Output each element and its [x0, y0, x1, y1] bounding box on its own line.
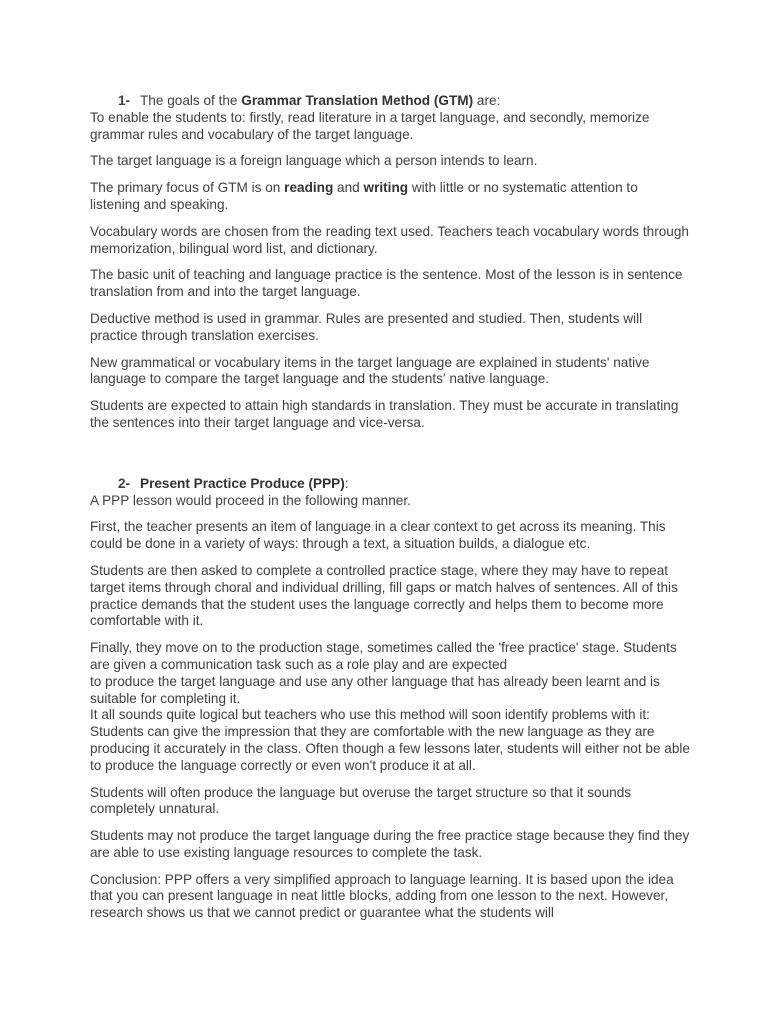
section-2-heading [90, 476, 690, 493]
paragraph-target-language: The target language is a foreign language which a person intends to learn. [90, 153, 538, 169]
paragraph-standards: Students are expected to attain high standards in translation. They must be accurate in translating the sentences into their target language and vice-versa. [90, 398, 679, 430]
paragraph-then: Students are then asked to complete a controlled practice stage, where they may have to repeat target items through choral and individual drilling, fill gaps or match halves of sentences. All of this practice demands that the student uses the language correctly and helps them to become more comfortable with it. [90, 562, 678, 629]
focus-writing: writing [363, 180, 409, 196]
document-body [90, 93, 690, 932]
paragraph-finally-1: Finally, they move on to the production stage, sometimes called the 'free practice' stage. Students are given a communication task such as a role play and are expected [90, 640, 677, 672]
paragraph-vocabulary: Vocabulary words are chosen from the reading text used. Teachers teach vocabulary words through memorization, bilingual word list, and dictionary. [90, 223, 689, 256]
section-2-number: 2- [118, 475, 131, 491]
section-1-heading-title: Grammar Translation Method (GTM) [241, 93, 474, 108]
section-1-heading-suffix: are: [473, 93, 501, 108]
focus-pre: The primary focus of GTM is on [90, 180, 285, 196]
focus-post: with little or no systematic attention to listening and speaking. [90, 180, 638, 212]
paragraph-logical: It all sounds quite logical but teachers who use this method will soon identify problems with it: Students can give the impression that they are comfortable with the new language as they are producing it accurately in the class. Often though a few lessons later, students will either not be able to produce the language correctly or even won't produce it at all. [90, 707, 690, 773]
section-2-heading-title: Present Practice Produce (PPP) [140, 475, 345, 491]
focus-mid: and [333, 180, 364, 196]
section-1-intro: To enable the students to: firstly, read literature in a target language, and secondly, memorize grammar rules and vocabulary of the target language. [90, 109, 650, 142]
section-2-intro: A PPP lesson would proceed in the following manner. [90, 492, 411, 508]
paragraph-basic-unit: The basic unit of teaching and language practice is the sentence. Most of the lesson is in sentence translation from and into the target language. [90, 267, 683, 300]
focus-reading: reading [284, 180, 334, 196]
paragraph-primary-focus [90, 180, 690, 214]
section-spacer [90, 442, 690, 476]
paragraph-first: First, the teacher presents an item of language in a clear context to get across its meaning. This could be done in a variety of ways: through a text, a situation builds, a dialogue etc. [90, 519, 666, 552]
paragraph-overuse: Students will often produce the language but overuse the target structure so that it sounds completely unnatural. [90, 784, 632, 817]
section-1-heading-prefix: The goals of the [140, 93, 242, 108]
paragraph-deductive: Deductive method is used in grammar. Rules are presented and studied. Then, students will practice through translation exercises. [90, 310, 643, 343]
paragraph-finally-2: to produce the target language and use any other language that has already been learnt and is suitable for completing it. [90, 673, 660, 706]
section-2-heading-suffix: : [344, 475, 349, 491]
paragraph-new-items: New grammatical or vocabulary items in the target language are explained in students' native language to compare the target language and the students' native language. [90, 354, 650, 387]
paragraph-conclusion: Conclusion: PPP offers a very simplified approach to language learning. It is based upon the idea that you can present language in neat little blocks, adding from one lesson to the next. However, research shows us that we cannot predict or guarantee what the students will [90, 871, 674, 921]
paragraph-free-practice: Students may not produce the target language during the free practice stage because they find they are able to use existing language resources to complete the task. [90, 828, 690, 860]
section-1-number: 1- [118, 93, 131, 108]
section-1-heading [90, 93, 690, 110]
